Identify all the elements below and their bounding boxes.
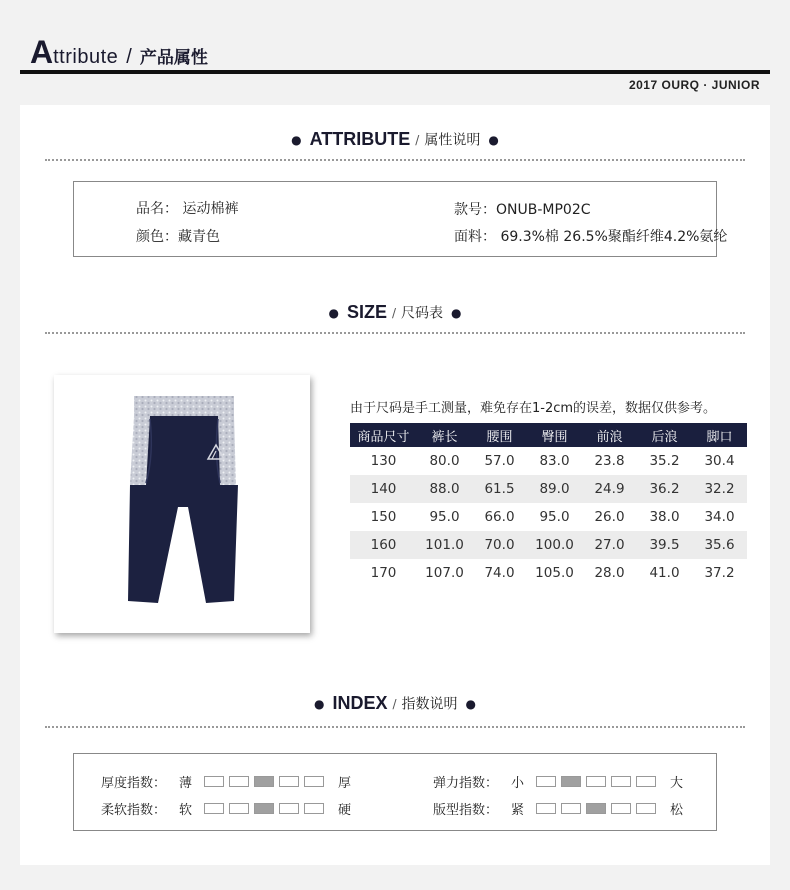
table-cell: 89.0 [527, 475, 582, 503]
header-slash: / [126, 46, 132, 68]
attribute-heading-en: ATTRIBUTE [309, 129, 411, 149]
index-high-label: 松 [670, 803, 684, 818]
index-step [636, 803, 656, 814]
index-box [73, 753, 717, 831]
header-title-initial: A [30, 34, 54, 70]
table-cell: 66.0 [484, 509, 515, 525]
table-cell: 88.0 [417, 475, 472, 503]
table-cell: 170 [370, 565, 397, 581]
table-cell: 95.0 [429, 509, 460, 525]
product-photo [54, 375, 310, 633]
table-cell: 35.2 [649, 453, 680, 469]
table-cell: 37.2 [704, 565, 735, 581]
table-row [350, 503, 747, 531]
attribute-box [73, 181, 728, 257]
attr-label: 颜色： [136, 229, 178, 245]
index-step [611, 803, 631, 814]
index-step [229, 776, 249, 787]
navy-sweatpants-icon [54, 375, 310, 633]
heading-slash: / [391, 305, 397, 320]
index-step [254, 803, 274, 814]
column-header: 脚口 [692, 423, 747, 447]
table-cell: 80.0 [429, 453, 460, 469]
column-header: 臀围 [527, 423, 582, 447]
bullet-icon: ● [465, 696, 477, 711]
index-step [229, 803, 249, 814]
index-label: 厚度指数： [101, 776, 167, 791]
index-label: 版型指数： [433, 803, 499, 818]
column-header: 腰围 [472, 423, 527, 447]
index-low-label: 薄 [179, 776, 193, 791]
index-low-label: 小 [511, 776, 525, 791]
table-cell: 35.6 [692, 531, 747, 559]
size-heading-en: SIZE [346, 302, 387, 322]
index-heading-cn: 指数说明 [401, 696, 458, 713]
bullet-icon: ● [488, 132, 499, 147]
column-header: 商品尺寸 [350, 423, 417, 447]
size-table-header [350, 423, 747, 447]
table-cell: 38.0 [649, 509, 680, 525]
index-step [279, 776, 299, 787]
table-cell: 34.0 [704, 509, 735, 525]
table-cell: 150 [370, 509, 397, 525]
size-table [350, 423, 747, 587]
attr-value: ONUB-MP02C [496, 202, 591, 218]
index-step [304, 803, 324, 814]
table-cell: 95.0 [539, 509, 570, 525]
table-cell: 26.0 [594, 509, 625, 525]
index-heading [20, 693, 770, 714]
header-rule [20, 70, 770, 74]
index-step [279, 803, 299, 814]
table-cell: 107.0 [425, 565, 464, 581]
table-row [350, 475, 747, 503]
table-cell: 30.4 [704, 453, 735, 469]
index-step [586, 776, 606, 787]
attr-label: 款号： [454, 202, 496, 218]
attr-label: 面料： [454, 229, 496, 245]
heading-slash: / [392, 696, 397, 711]
index-step [611, 776, 631, 787]
table-cell: 74.0 [484, 565, 515, 581]
dotted-divider [45, 159, 745, 161]
table-cell: 61.5 [472, 475, 527, 503]
table-cell: 36.2 [637, 475, 692, 503]
content-card [20, 105, 770, 865]
index-step [204, 776, 224, 787]
index-label: 弹力指数： [433, 776, 499, 791]
attribute-heading [20, 129, 770, 150]
heading-slash: / [415, 132, 420, 147]
table-cell: 57.0 [484, 453, 515, 469]
index-high-label: 大 [670, 776, 684, 791]
index-step [586, 803, 606, 814]
table-row [350, 531, 747, 559]
index-heading-en: INDEX [332, 693, 388, 713]
table-row [350, 447, 747, 475]
table-cell: 100.0 [527, 531, 582, 559]
table-cell: 83.0 [539, 453, 570, 469]
index-label: 柔软指数： [101, 803, 167, 818]
table-cell: 24.9 [582, 475, 637, 503]
index-step [304, 776, 324, 787]
table-cell: 41.0 [649, 565, 680, 581]
page-header [0, 0, 790, 100]
table-cell: 39.5 [637, 531, 692, 559]
index-high-label: 厚 [338, 776, 352, 791]
index-step [254, 776, 274, 787]
dotted-divider [45, 726, 745, 728]
bullet-icon: ● [313, 696, 325, 711]
column-header: 后浪 [637, 423, 692, 447]
table-cell: 23.8 [594, 453, 625, 469]
column-header: 前浪 [582, 423, 637, 447]
bullet-icon: ● [451, 305, 462, 320]
brand-label: 2017 OURQ · JUNIOR [628, 78, 760, 92]
size-heading-cn: 尺码表 [401, 305, 444, 322]
table-row [350, 559, 747, 587]
table-cell: 160 [350, 531, 417, 559]
attr-name [136, 198, 238, 218]
column-header: 裤长 [417, 423, 472, 447]
attribute-heading-cn: 属性说明 [424, 132, 481, 149]
attr-fabric [454, 226, 727, 246]
index-low-label: 紧 [511, 803, 525, 818]
size-note: 由于尺码是手工测量，难免存在1-2cm的误差，数据仅供参考。 [350, 401, 717, 416]
index-step [536, 776, 556, 787]
index-step [561, 803, 581, 814]
attr-value: 藏青色 [178, 229, 220, 245]
header-title-rest: ttribute [53, 46, 119, 68]
bullet-icon: ● [328, 305, 339, 320]
table-cell: 130 [370, 453, 397, 469]
attr-value: 69.3%棉 26.5%聚酯纤维4.2%氨纶 [500, 229, 728, 245]
header-title [30, 34, 208, 71]
header-title-cn: 产品属性 [139, 48, 208, 67]
index-high-label: 硬 [338, 803, 352, 818]
table-cell: 27.0 [582, 531, 637, 559]
attr-value: 运动棉裤 [182, 201, 239, 217]
attr-color [136, 226, 220, 246]
index-step [536, 803, 556, 814]
index-step [204, 803, 224, 814]
index-step [636, 776, 656, 787]
table-cell: 105.0 [535, 565, 574, 581]
index-step [561, 776, 581, 787]
attr-style-no [454, 199, 591, 219]
bullet-icon: ● [291, 132, 302, 147]
table-cell: 28.0 [594, 565, 625, 581]
size-heading [20, 302, 770, 323]
table-cell: 70.0 [472, 531, 527, 559]
table-cell: 101.0 [417, 531, 472, 559]
table-cell: 32.2 [692, 475, 747, 503]
table-cell: 140 [350, 475, 417, 503]
attr-label: 品名： [136, 201, 178, 217]
index-low-label: 软 [179, 803, 193, 818]
dotted-divider [45, 332, 745, 334]
